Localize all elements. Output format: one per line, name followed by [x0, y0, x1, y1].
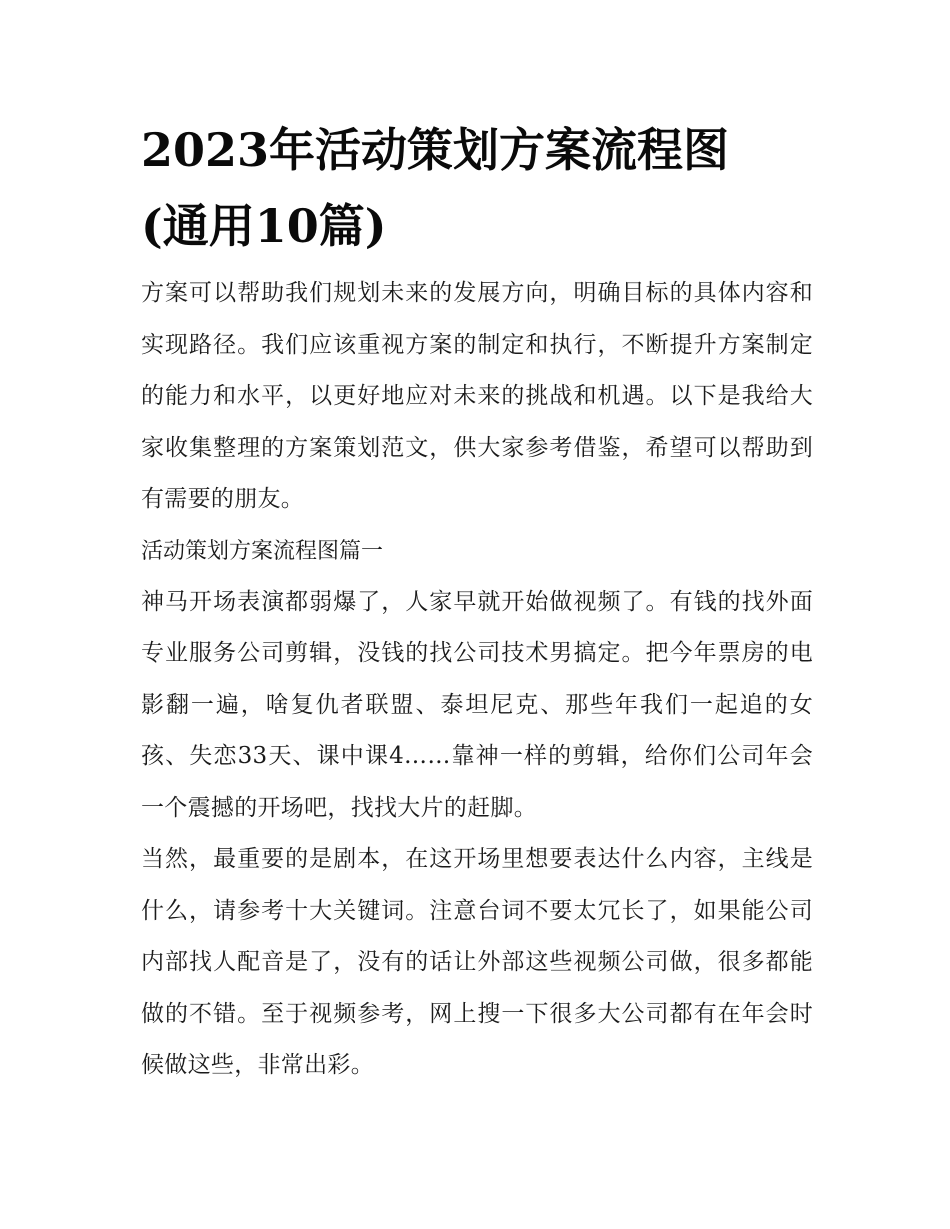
intro-paragraph: 方案可以帮助我们规划未来的发展方向，明确目标的具体内容和实现路径。我们应该重视方案的制定和执行，不断提升方案制定的能力和水平，以更好地应对未来的挑战和机遇。以下是我给大家收集整理的方案策划范文，供大家参考借鉴，希望可以帮助到有需要的朋友。	[141, 280, 813, 512]
body-paragraph-1: 神马开场表演都弱爆了，人家早就开始做视频了。有钱的找外面专业服务公司剪辑，没钱的找公司技术男搞定。把今年票房的电影翻一遍，啥复仇者联盟、泰坦尼克、那些年我们一起追的女孩、失恋33天、课中课4……靠神一样的剪辑，给你们公司年会一个震撼的开场吧，找找大片的赶脚。	[141, 588, 813, 821]
body-paragraph-2: 当然，最重要的是剧本，在这开场里想要表达什么内容，主线是什么，请参考十大关键词。注意台词不要太冗长了，如果能公司内部找人配音是了，没有的话让外部这些视频公司做，很多都能做的不错。至于视频参考，网上搜一下很多大公司都有在年会时候做这些，非常出彩。	[141, 846, 813, 1078]
document-title	[141, 112, 813, 264]
section-heading: 活动策划方案流程图篇一	[141, 538, 384, 564]
title-line-2: (通用10篇)	[141, 199, 387, 253]
document-content	[141, 112, 813, 1092]
title-line-1: 2023年活动策划方案流程图	[141, 123, 730, 177]
